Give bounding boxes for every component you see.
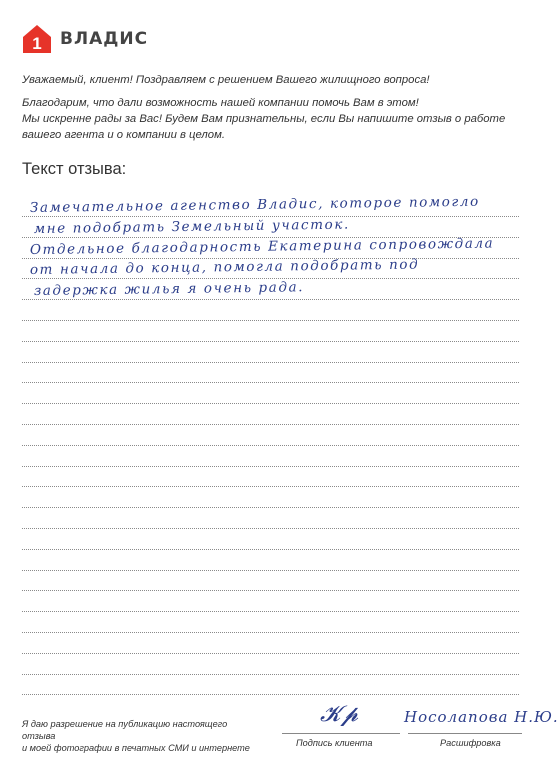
brand-logo — [22, 24, 148, 54]
thanks-line: Благодарим, что дали возможность нашей компании помочь Вам в этом! — [22, 97, 419, 109]
signature-label: Подпись клиента — [296, 738, 373, 748]
ruled-line — [22, 466, 519, 467]
ruled-line — [22, 445, 519, 446]
ruled-line — [22, 528, 519, 529]
ruled-line — [22, 507, 519, 508]
handwritten-review-line: от начала до конца, помогла подобрать под — [29, 256, 420, 279]
transcript-line — [408, 733, 522, 734]
request-line-continued: вашего агента и о компании в целом. — [22, 129, 225, 141]
review-title: Текст отзыва: — [22, 160, 127, 178]
ruled-line — [22, 653, 519, 654]
consent-line-1: Я даю разрешение на публикацию настоящего отзыва — [22, 719, 228, 741]
ruled-line — [22, 362, 519, 363]
transcript-label: Расшифровка — [440, 738, 501, 748]
handwritten-review-line: Замечательное агенство Владис, которое помогло — [29, 193, 480, 216]
handwritten-review-line: задержка жилья я очень рада. — [33, 279, 305, 300]
publication-consent — [22, 718, 262, 754]
thanks-paragraph — [22, 95, 512, 143]
client-signature-scribble: 𝓚𝓹 — [320, 702, 360, 727]
house-logo-icon — [22, 24, 52, 54]
ruled-line — [22, 590, 519, 591]
ruled-line — [22, 403, 519, 404]
ruled-line — [22, 486, 519, 487]
ruled-line — [22, 424, 519, 425]
ruled-line — [22, 341, 519, 342]
brand-name: ВЛАДИС — [60, 29, 149, 49]
ruled-line — [22, 549, 519, 550]
ruled-line — [22, 674, 519, 675]
intro-text — [22, 72, 512, 150]
ruled-line — [22, 382, 519, 383]
transcript-handwritten: Носолапова Н.Ю. — [404, 708, 559, 726]
handwritten-review-line: мне подобрать Земельный участок. — [33, 216, 350, 237]
svg-text:1: 1 — [32, 34, 42, 53]
ruled-line — [22, 611, 519, 612]
handwritten-review-line: Отдельное благодарность Екатерина сопровождала — [29, 235, 495, 258]
signature-line — [282, 733, 400, 734]
ruled-line — [22, 632, 519, 633]
request-line: Мы искренне рады за Вас! Будем Вам признательны, если Вы напишите отзыв о работе — [22, 113, 506, 125]
consent-line-2: и моей фотографии в печатных СМИ и интернете — [22, 743, 250, 753]
ruled-line — [22, 570, 519, 571]
ruled-line — [22, 299, 519, 300]
ruled-line — [22, 694, 519, 695]
ruled-line — [22, 320, 519, 321]
greeting-line: Уважаемый, клиент! Поздравляем с решением Вашего жилищного вопроса! — [22, 74, 430, 86]
